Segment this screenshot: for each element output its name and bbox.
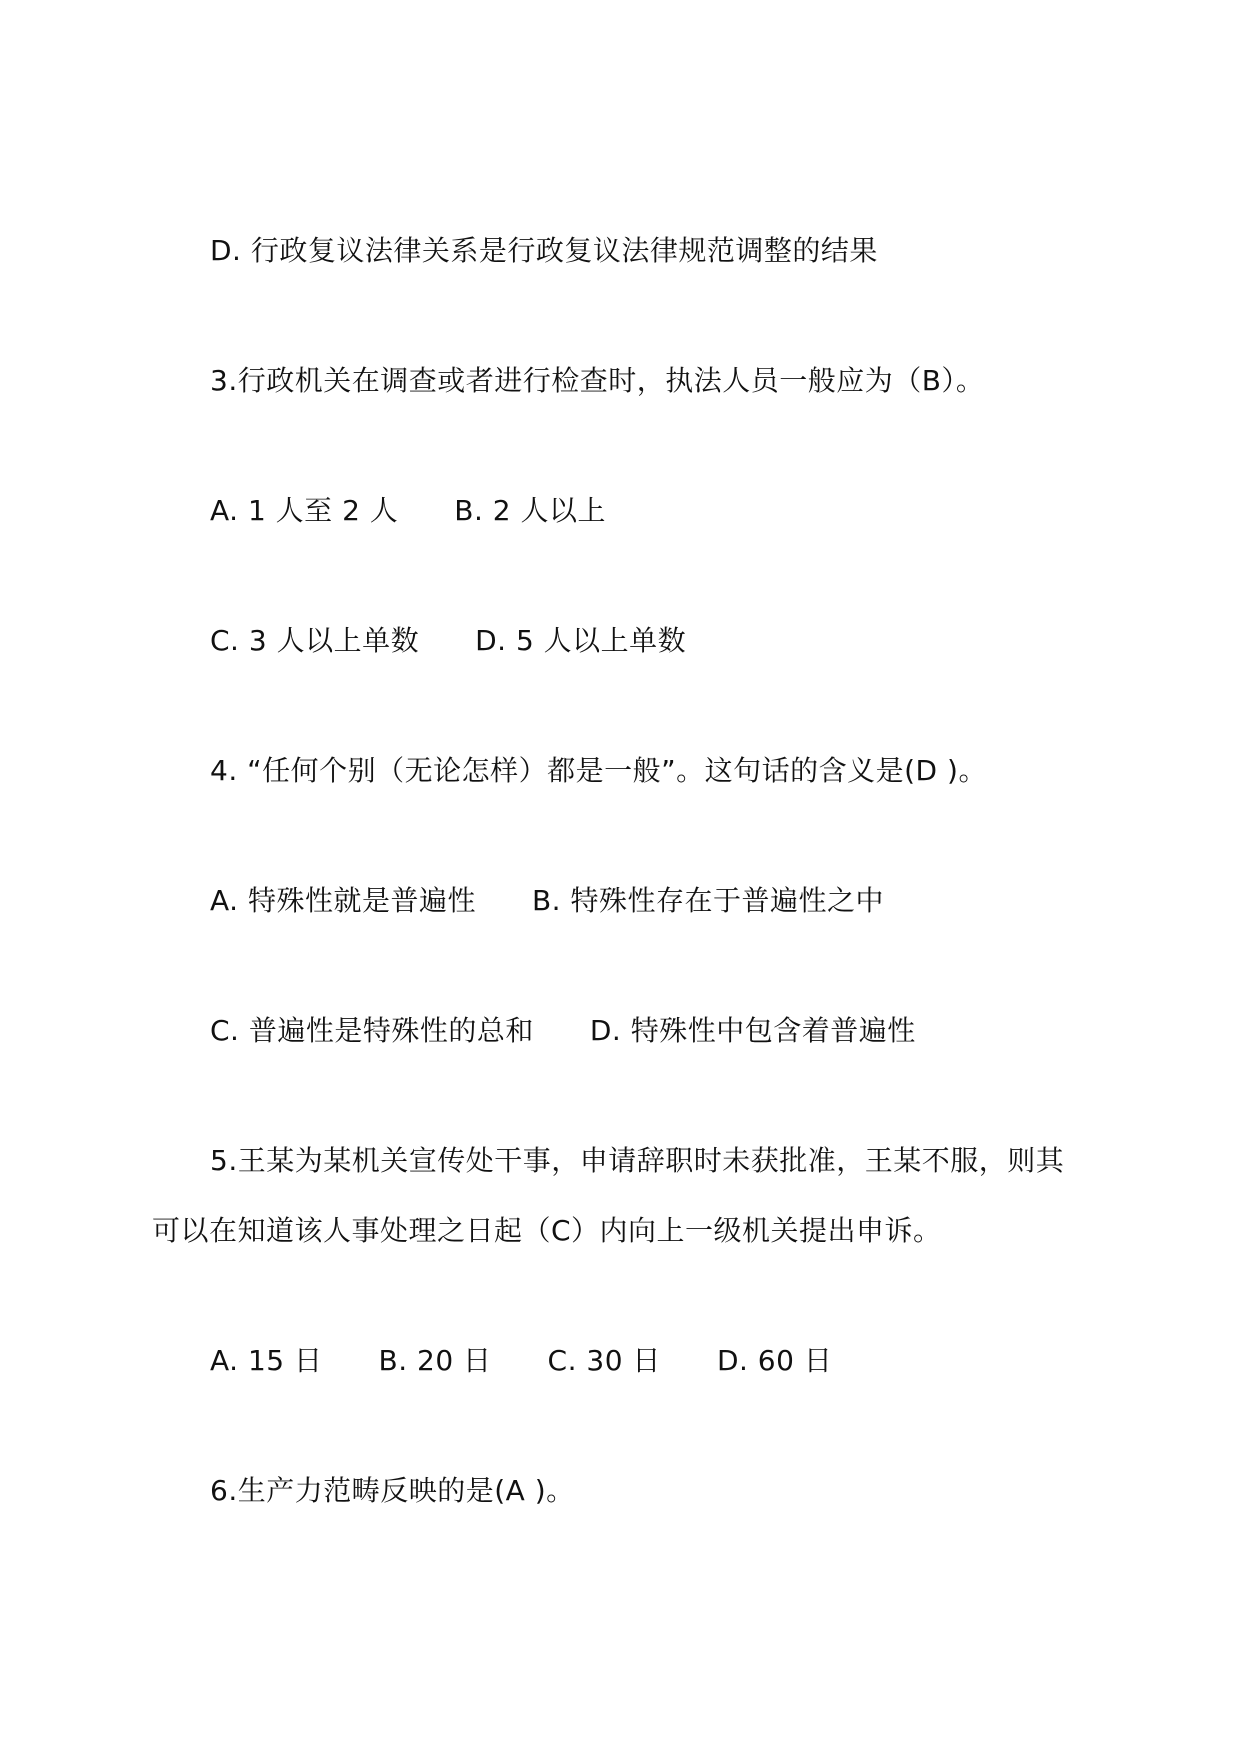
q5-option-d: D. 60 日 (716, 1344, 833, 1377)
q4-option-c: C. 普遍性是特殊性的总和 (210, 1014, 534, 1047)
question-4: 4. “任何个别（无论怎样）都是一般”。这句话的含义是(D )。 (210, 754, 987, 787)
question-4-options-ab (210, 881, 884, 921)
question-4-options-cd (210, 1011, 916, 1051)
question-5-line-2: 可以在知道该人事处理之日起（C）内向上一级机关提出申诉。 (152, 1214, 942, 1247)
question-3-options-cd (210, 621, 686, 661)
q3-option-b: B. 2 人以上 (454, 494, 607, 527)
q4-option-a: A. 特殊性就是普遍性 (210, 884, 476, 917)
question-5-line-1: 5.王某为某机关宣传处干事，申请辞职时未获批准，王某不服，则其 (210, 1144, 1065, 1177)
question-5-options (210, 1341, 832, 1381)
q5-option-a: A. 15 日 (210, 1344, 323, 1377)
q4-option-b: B. 特殊性存在于普遍性之中 (531, 884, 884, 917)
question-6: 6.生产力范畴反映的是(A )。 (210, 1474, 575, 1507)
option-line-d-prev: D. 行政复议法律关系是行政复议法律规范调整的结果 (210, 234, 878, 267)
q5-option-b: B. 20 日 (378, 1344, 492, 1377)
q3-option-c: C. 3 人以上单数 (210, 624, 420, 657)
question-3-options-ab (210, 491, 606, 531)
q4-option-d: D. 特殊性中包含着普遍性 (589, 1014, 916, 1047)
question-3: 3.行政机关在调查或者进行检查时，执法人员一般应为（B）。 (210, 364, 985, 397)
q3-option-d: D. 5 人以上单数 (475, 624, 687, 657)
q5-option-c: C. 30 日 (547, 1344, 661, 1377)
q3-option-a: A. 1 人至 2 人 (210, 494, 399, 527)
